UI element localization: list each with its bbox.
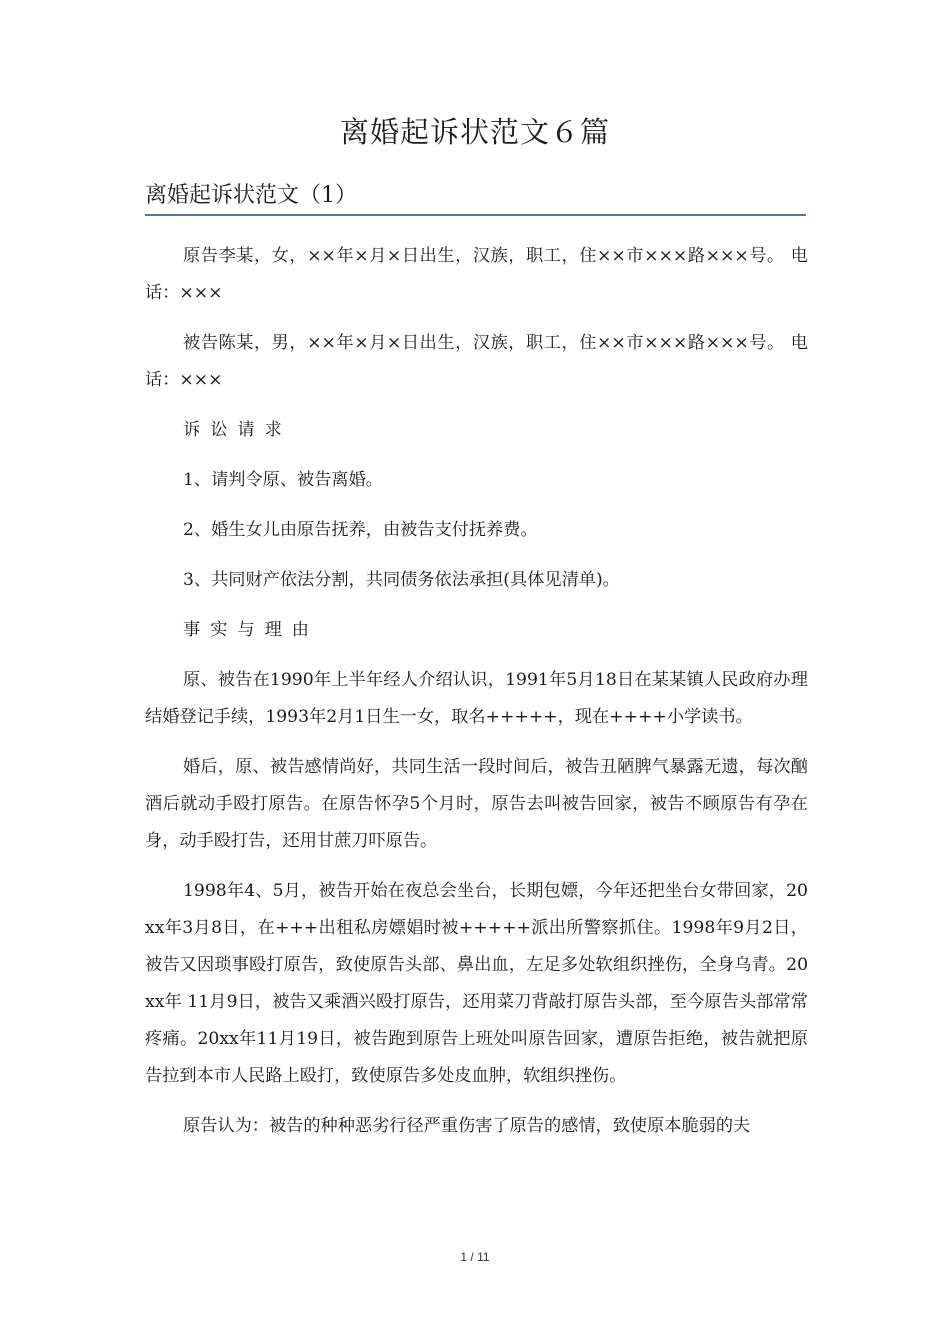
document-title: 离婚起诉状范文６篇 (339, 115, 610, 149)
facts-paragraph-1: 原、被告在1990年上半年经人介绍认识，1991年5月18日在某某镇人民政府办理结婚登记手续，1993年2月1日生一女，取名+++++，现在++++小学读书。 (145, 670, 808, 727)
facts-paragraph-4: 原告认为：被告的种种恶劣行径严重伤害了原告的感情，致使原本脆弱的夫 (183, 1116, 751, 1136)
facts-heading: 事实与理由 (183, 620, 319, 640)
claim-item-3: 3、共同财产依法分割，共同债务依法承担(具体见清单)。 (183, 570, 620, 590)
defendant-info-paragraph: 被告陈某，男，××年×月×日出生，汉族，职工，住××市×××路×××号。 电话：××× (145, 333, 808, 390)
section-heading: 离婚起诉状范文（1） (145, 180, 806, 216)
claims-heading: 诉讼请求 (183, 420, 292, 440)
facts-paragraph-2: 婚后，原、被告感情尚好，共同生活一段时间后，被告丑陋脾气暴露无遗，每次酗酒后就动手殴打原告。在原告怀孕5个月时，原告去叫被告回家，被告不顾原告有孕在身，动手殴打告，还用甘蔗刀吓原告。 (145, 757, 808, 851)
facts-paragraph-3: 1998年4、5月，被告开始在夜总会坐台，长期包嫖，今年还把坐台女带回家，20xx年3月8日，在+++出租私房嫖娼时被+++++派出所警察抓住。1998年9月2日，被告又因琐事殴打原告，致使原告头部、鼻出血，左足多处软组织挫伤，全身乌青。20xx年 11月9日，被告又乘酒兴殴打原告，还用菜刀背敲打原告头部，至今原告头部常常疼痛。20xx年11月19日，被告跑到原告上班处叫原告回家，遭原告拒绝，被告就把原告拉到本市人民路上殴打，致使原告多处皮血肿，软组织挫伤。 (145, 881, 808, 1086)
document-body (145, 238, 808, 1158)
page-number: 1 / 11 (460, 1250, 490, 1264)
claim-item-2: 2、婚生女儿由原告抚养，由被告支付抚养费。 (183, 520, 538, 540)
claim-item-1: 1、请判令原、被告离婚。 (183, 470, 383, 490)
plaintiff-info-paragraph: 原告李某，女，××年×月×日出生，汉族，职工，住××市×××路×××号。 电话：××× (145, 246, 808, 303)
